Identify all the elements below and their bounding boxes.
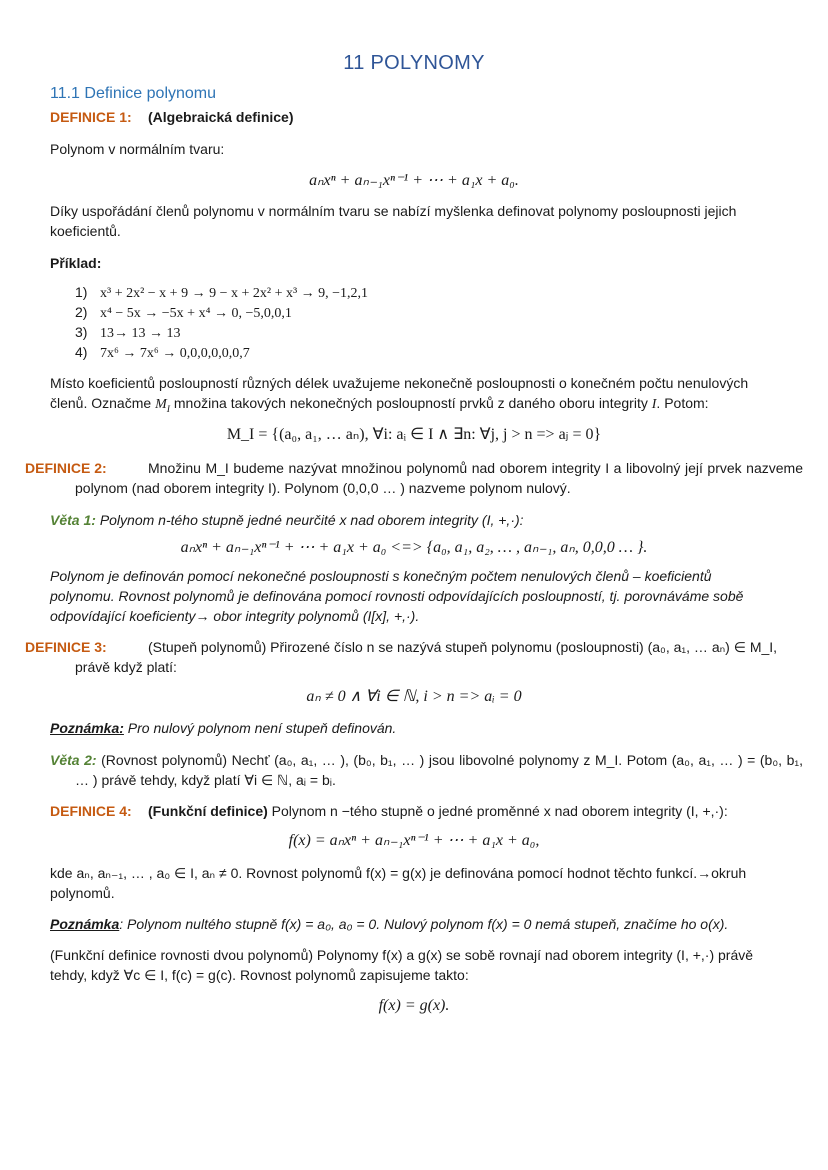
theorem-label: Věta 2: xyxy=(50,752,97,768)
definition-label: DEFINICE 4: xyxy=(50,803,132,819)
list-item: 2) x⁴ − 5x → −5x + x⁴ → 0, −5,0,0,1 xyxy=(75,304,292,321)
theorem-text: Polynom n-tého stupně jedné neurčité x nad oborem integrity (I, +,·): xyxy=(99,512,524,528)
definition-1-header xyxy=(50,107,778,127)
definition-3 xyxy=(25,637,803,677)
note-label: Poznámka xyxy=(50,916,120,932)
definition-text: (Stupeň polynomů) Přirozené číslo n se nazývá stupeň polynomu (posloupnosti) (a₀, a₁, … aₙ) ∈ M_I, právě když platí: xyxy=(75,639,778,675)
theorem-label: Věta 1: xyxy=(50,512,96,528)
note-label: Poznámka: xyxy=(50,720,124,736)
intro-text: Polynom v normálním tvaru: xyxy=(50,141,225,157)
definition-heading: (Funkční definice) xyxy=(148,803,268,819)
example-formula: 13→ 13 → 13 xyxy=(100,326,181,341)
definition-4 xyxy=(50,801,778,821)
page-title: 11 POLYNOMY xyxy=(343,52,485,74)
theorem-text: (Rovnost polynomů) Nechť (a₀, a₁, … ), (b₀, b₁, … ) jsou libovolné polynomy z M_I. Potom (a₀, a₁, … ) = (b₀, b₁, … ) právě tehdy, když platí ∀i ∈ ℕ, aᵢ = bᵢ. xyxy=(75,752,803,788)
function-formula: f(x) = aₙxⁿ + aₙ₋₁xⁿ⁻¹ + ⋯ + a₁x + a₀, xyxy=(288,832,540,849)
definition-label: DEFINICE 1: xyxy=(50,109,132,125)
definition-label: DEFINICE 3: xyxy=(25,639,107,655)
example-formula: x³ + 2x² − x + 9 → 9 − x + 2x² + x³ → 9, −1,2,1 xyxy=(100,286,369,301)
example-formula: x⁴ − 5x → −5x + x⁴ → 0, −5,0,0,1 xyxy=(100,306,292,321)
mi-paragraph-part: množina takových nekonečných posloupností prvků z daného oboru integrity xyxy=(170,395,652,411)
definition-text: Polynom n −tého stupně o jedné proměnné x nad oborem integrity (I, +,·): xyxy=(267,803,728,819)
note-text: : Polynom nultého stupně f(x) = a₀, a₀ = 0. Nulový polynom f(x) = 0 nemá stupeň, značíme ho o(x). xyxy=(119,916,729,932)
theorem-2 xyxy=(50,750,803,790)
mi-paragraph: Místo koeficientů posloupností různých délek uvažujeme nekonečně posloupnosti o konečném počtu nenulových členů. Označme $M_I$ množina takových nekonečných posloupností prvků z daného oboru integrity I. Potom: xyxy=(50,375,749,415)
normal-form-formula: aₙxⁿ + aₙ₋₁xⁿ⁻¹ + ⋯ + a₁x + a₀. xyxy=(309,172,519,189)
note-1 xyxy=(50,718,778,738)
theorem-1 xyxy=(50,510,778,530)
mi-paragraph-part: Místo koeficientů posloupností různých délek uvažujeme nekonečně posloupnosti o konečném počtu nenulových členů. Označme xyxy=(50,375,749,411)
note-text: Pro nulový polynom není stupeň definován. xyxy=(123,720,397,736)
example-list xyxy=(50,283,778,363)
final-formula: f(x) = g(x). xyxy=(378,997,450,1014)
list-item: 3) 13→ 13 → 13 xyxy=(75,324,181,341)
definition-4-continuation: kde aₙ, aₙ₋₁, … , a₀ ∈ I, aₙ ≠ 0. Rovnost polynomů f(x) = g(x) je definována pomocí hodnot těchto funkcí.→okruh polynomů. xyxy=(50,865,747,901)
list-item: 4) 7x⁶ → 7x⁶ → 0,0,0,0,0,0,7 xyxy=(75,344,250,361)
mi-paragraph-part: . Potom: xyxy=(656,395,709,411)
final-paragraph: (Funkční definice rovnosti dvou polynomů) Polynomy f(x) a g(x) se sobě rovnají nad oborem integrity (I, +,·) právě tehdy, když ∀c ∈ I, f(c) = g(c). Rovnost polynomů zapisujeme takto: xyxy=(50,947,754,983)
example-formula: 7x⁶ → 7x⁶ → 0,0,0,0,0,0,7 xyxy=(100,346,250,361)
definition-text: Množinu M_I budeme nazývat množinou polynomů nad oborem integrity I a libovolný její prvek nazveme polynom (nad oborem integrity I). Polynom (0,0,0 … ) nazveme polynom nulový. xyxy=(75,460,803,496)
example-label: Příklad: xyxy=(50,255,102,271)
definition-2 xyxy=(25,458,803,498)
list-item: 1) x³ + 2x² − x + 9 → 9 − x + 2x² + x³ → 9, −1,2,1 xyxy=(75,284,369,301)
section-heading: 11.1 Definice polynomu xyxy=(50,85,217,102)
definition-label: DEFINICE 2: xyxy=(25,460,107,476)
degree-formula: aₙ ≠ 0 ∧ ∀i ∈ ℕ, i > n => aᵢ = 0 xyxy=(306,688,522,705)
theorem-1-formula: aₙxⁿ + aₙ₋₁xⁿ⁻¹ + ⋯ + a₁x + a₀ <=> {a₀, a₁, a₂, … , aₙ₋₁, aₙ, 0,0,0 … }. xyxy=(180,539,648,556)
definition-heading: (Algebraická definice) xyxy=(148,109,294,125)
mi-formula: M_I = {(a₀, a₁, … aₙ), ∀i: aᵢ ∈ I ∧ ∃n: ∀j, j > n => aⱼ = 0} xyxy=(226,426,602,443)
note-2 xyxy=(50,914,778,934)
intro-paragraph-2: Díky uspořádání členů polynomu v normálním tvaru se nabízí myšlenka definovat polynomy posloupnosti jejich koeficientů. xyxy=(50,203,737,239)
theorem-1-note: Polynom je definován pomocí nekonečné posloupnosti s konečným počtem nenulových členů – koeficientů polynomu. Rovnost polynomů je definována pomocí rovnosti odpovídajících posloupností, tj. porovnáváme sobě odpovídající koeficienty→ obor integrity polynomů (I[x], +,·). xyxy=(50,568,744,624)
